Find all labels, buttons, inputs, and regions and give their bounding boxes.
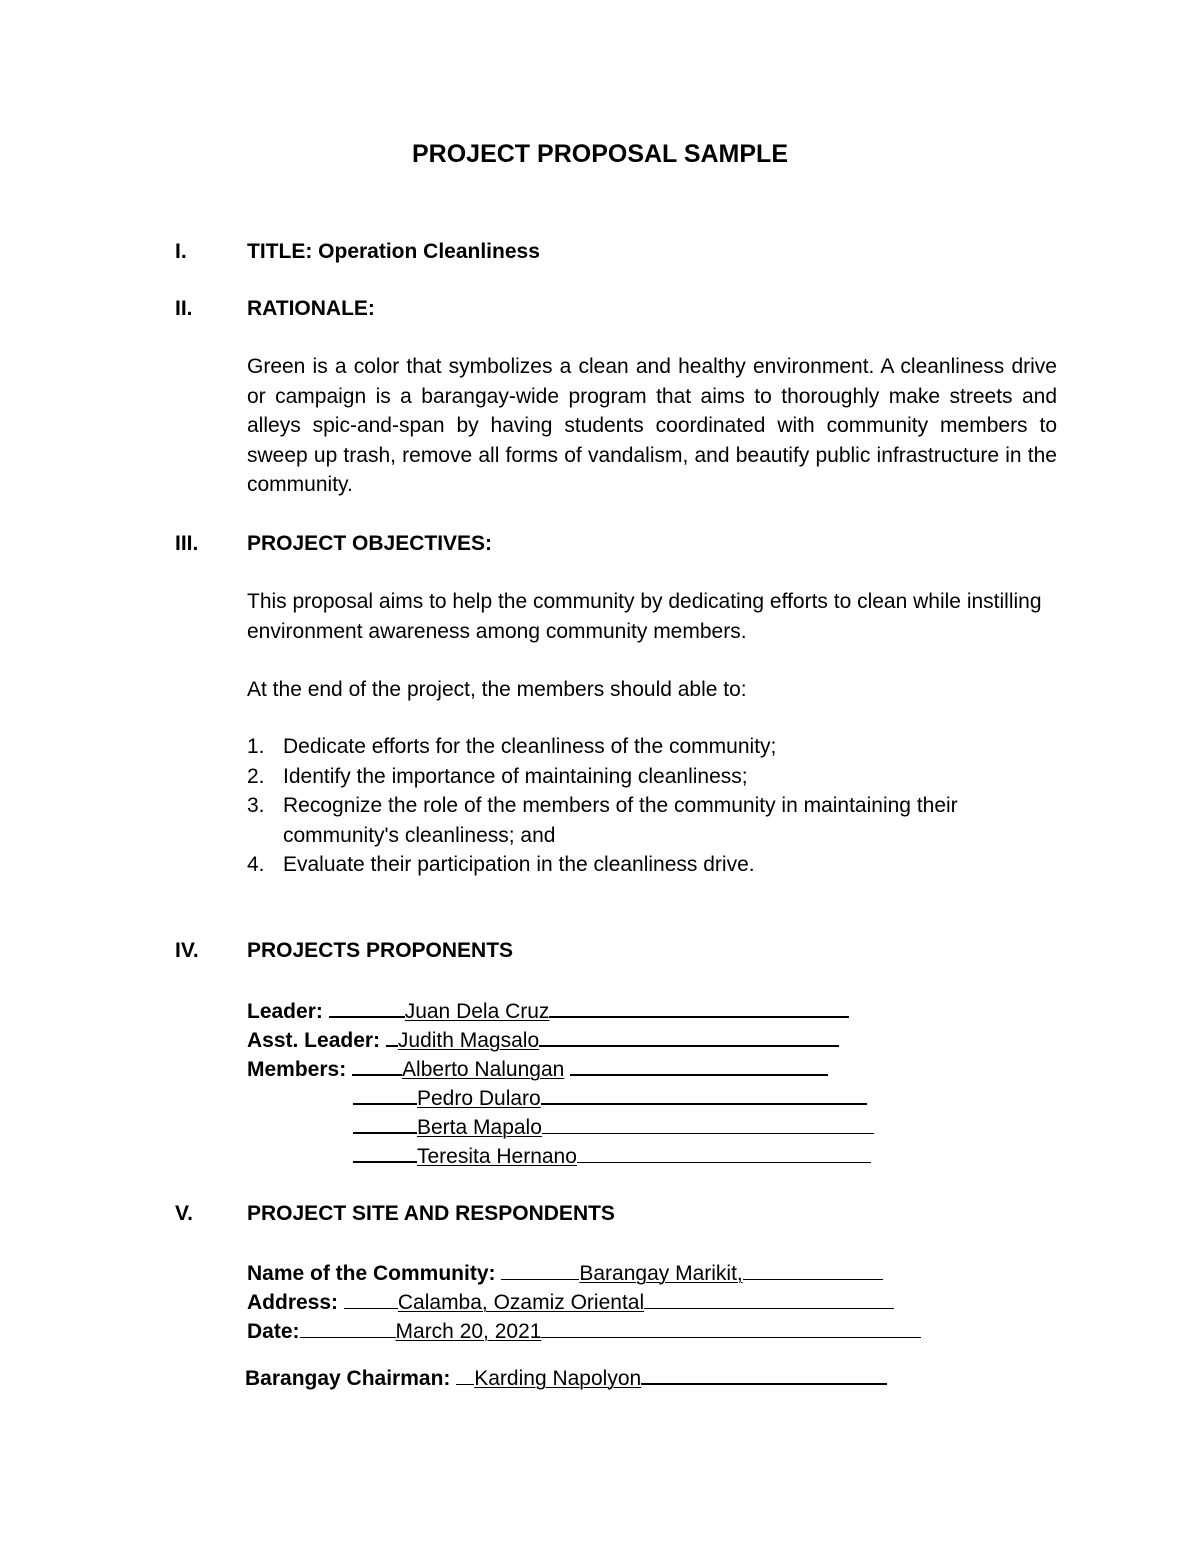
leader-name: Juan Dela Cruz <box>404 1000 550 1023</box>
list-item <box>247 850 1059 880</box>
objectives-list <box>247 732 1059 880</box>
chairman-label: Barangay Chairman: <box>245 1367 451 1390</box>
leader-field <box>247 995 849 1026</box>
member-row <box>353 1111 874 1142</box>
chairman-field <box>245 1362 887 1393</box>
address-label: Address: <box>247 1291 339 1314</box>
list-text: Recognize the role of the members of the community in maintaining their community's cleanliness; and <box>283 794 958 847</box>
list-item <box>247 762 1059 792</box>
date-label: Date: <box>247 1320 300 1343</box>
date-value: March 20, 2021 <box>395 1320 542 1343</box>
member-name: Alberto Nalungan <box>402 1058 565 1081</box>
list-number: 4. <box>247 853 265 876</box>
section-label: PROJECT OBJECTIVES: <box>247 532 493 555</box>
section-label: PROJECTS PROPONENTS <box>247 939 514 962</box>
chairman-value: Karding Napolyon <box>474 1367 642 1390</box>
list-number: 1. <box>247 735 265 758</box>
asst-leader-field <box>247 1024 839 1055</box>
objectives-intro: This proposal aims to help the community by dedicating efforts to clean while instilling environment awareness among community members. <box>247 590 1042 643</box>
list-number: 2. <box>247 764 265 788</box>
section-number: V. <box>175 1202 193 1225</box>
list-item <box>247 732 1059 762</box>
address-field <box>247 1287 894 1317</box>
list-text: Evaluate their participation in the cleanliness drive. <box>283 853 755 876</box>
community-label: Name of the Community: <box>247 1262 496 1285</box>
list-text: Dedicate efforts for the cleanliness of the community; <box>283 735 777 758</box>
community-value: Barangay Marikit, <box>579 1262 743 1285</box>
rationale-paragraph: Green is a color that symbolizes a clean and healthy environment. A cleanliness drive or campaign is a barangay-wide program that aims to thoroughly make streets and alleys spic-and-span by having students coordinated with community members to sweep up trash, remove all forms of vandalism, and beautify public infrastructure in the community. <box>247 355 1057 496</box>
list-number: 3. <box>247 794 265 817</box>
objectives-lead: At the end of the project, the members should able to: <box>247 678 747 701</box>
member-row <box>353 1082 867 1113</box>
section-number: I. <box>175 240 187 263</box>
section-label: PROJECT SITE AND RESPONDENTS <box>247 1202 615 1225</box>
member-name: Pedro Dularo <box>417 1087 541 1110</box>
section-number: IV. <box>175 939 199 962</box>
asst-leader-name: Judith Magsalo <box>397 1029 540 1052</box>
member-name: Berta Mapalo <box>417 1116 542 1139</box>
address-value: Calamba, Ozamiz Oriental <box>397 1291 645 1314</box>
document-title: PROJECT PROPOSAL SAMPLE <box>412 140 788 168</box>
date-field <box>247 1316 921 1346</box>
list-text: Identify the importance of maintaining cleanliness; <box>283 764 748 788</box>
section-label: TITLE: Operation Cleanliness <box>247 240 540 263</box>
asst-leader-label: Asst. Leader: <box>247 1029 381 1052</box>
section-number: III. <box>175 532 199 555</box>
member-row <box>353 1140 871 1171</box>
section-number: II. <box>175 297 193 320</box>
section-label: RATIONALE: <box>247 297 375 320</box>
community-field <box>247 1258 883 1288</box>
leader-label: Leader: <box>247 1000 323 1023</box>
members-label: Members: <box>247 1058 347 1081</box>
member-name: Teresita Hernano <box>417 1145 577 1168</box>
list-item <box>247 791 1059 850</box>
members-field <box>247 1053 828 1084</box>
